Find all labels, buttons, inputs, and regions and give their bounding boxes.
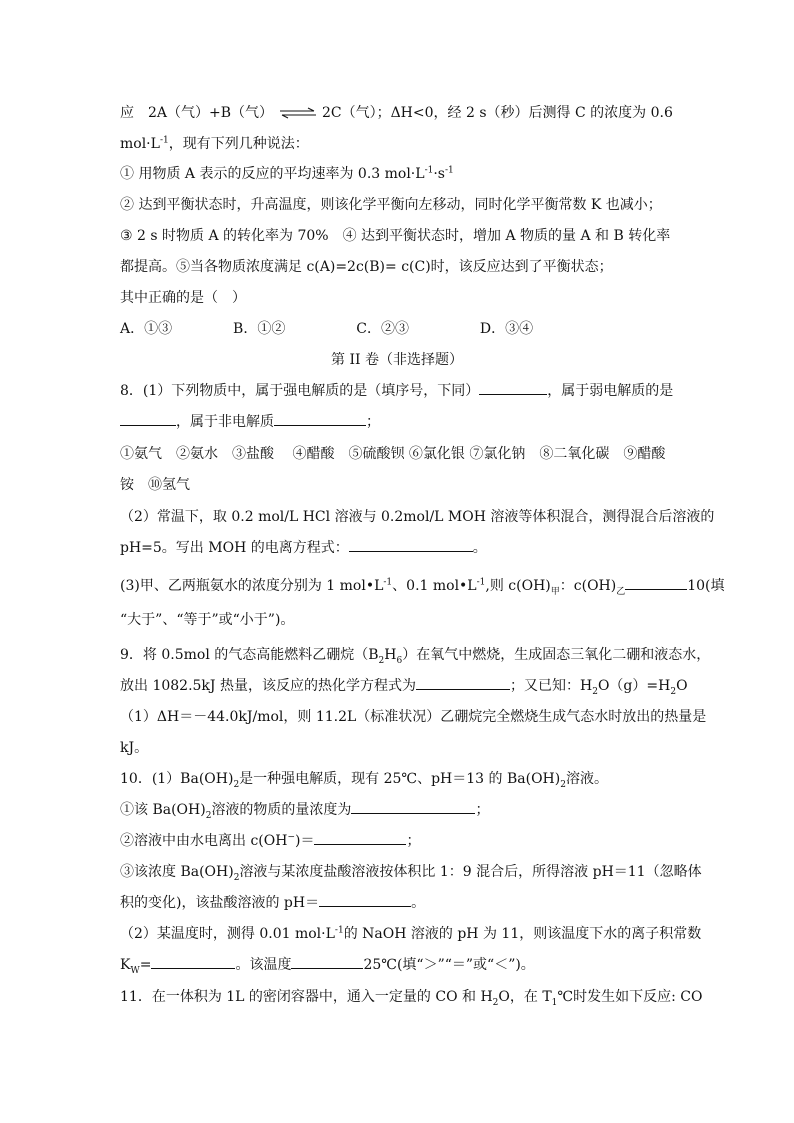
q7-statement-2: ② 达到平衡状态时，升高温度，则该化学平衡向左移动，同时化学平衡常数 K 也减小； xyxy=(120,197,662,213)
option-b[interactable]: B．①② xyxy=(233,321,286,337)
q10-line-5: 积的变化)，该盐酸溶液的 pH＝ 。 xyxy=(120,895,426,911)
q7-statement-4: 都提高。⑤当各物质浓度满足 c(A)=2c(B)= c(C)时，该反应达到了平衡状态； xyxy=(120,259,613,275)
q9-line-3: （1）ΔH＝－44.0kJ/mol，则 11.2L（标准状况）乙硼烷完全燃烧生成气态水时放出的热量是 xyxy=(120,709,707,725)
q11-line-1: 11．在一体积为 1L 的密闭容器中，通入一定量的 CO 和 $H_2O$，在 $T_1℃$时发生如下反应: CO xyxy=(120,989,703,1008)
answer-blank[interactable] xyxy=(274,412,366,426)
answer-blank[interactable] xyxy=(151,955,235,969)
q10-line-6: （2）某温度时，测得 0.01 $mol\cdot L^{-1}$的 NaOH 溶液的 pH 为 11，则该温度下水的离子积常数 xyxy=(120,925,702,942)
answer-blank[interactable] xyxy=(314,831,406,845)
answer-blank[interactable] xyxy=(351,800,475,814)
q10-line-2: ①该 $Ba(OH)_2$溶液的物质的量浓度为 ； xyxy=(120,802,490,821)
answer-blank[interactable] xyxy=(479,381,547,395)
q7-options xyxy=(120,319,680,339)
q10-line-4: ③该浓度 $Ba(OH)_2$溶液与某浓度盐酸溶液按体积比 1：9 混合后，所得溶液 pH＝11（忽略体 xyxy=(120,864,702,883)
option-d[interactable]: D．③④ xyxy=(479,321,534,337)
q8-line-3: ①氨气 ②氨水 ③盐酸 ④醋酸 ⑤硫酸钡 ⑥氯化银 ⑦氯化钠 ⑧二氧化碳 ⑨醋酸 xyxy=(120,446,666,462)
option-c[interactable]: C．②③ xyxy=(356,321,409,337)
q10-line-3: ②溶液中由水电离出 c(OH−)＝ ； xyxy=(120,832,421,849)
answer-blank[interactable] xyxy=(416,676,510,690)
q8-line-1: 8．(1）下列物质中，属于强电解质的是（填序号，下同） ，属于弱电解质的是 xyxy=(120,383,674,399)
q8-line-4: 铵 ⑩氢气 xyxy=(120,477,190,493)
q9-line-1: 9．将 0.5mol 的气态高能燃料乙硼烷$(B_2H_6)$在氧气中燃烧，生成固态三氧化二硼和液态水， xyxy=(120,647,711,666)
q8-line-5: （2）常温下，取 0.2 mol/L HCl 溶液与 0.2mol/L MOH 溶液等体积混合，测得混合后溶液的 xyxy=(120,509,715,525)
q7-line-2: $mol\cdot L^{-1}$，现有下列几种说法： xyxy=(120,135,309,152)
q7-statement-3: ③ 2 s 时物质 A 的转化率为 70% ④ 达到平衡状态时，增加 A 物质的量 A 和 B 转化率 xyxy=(120,228,671,244)
q7-statement-1: ① 用物质 A 表示的反应的平均速率为 0.3 $mol\cdot L^{-1}\cdot s^{-1}$ xyxy=(120,165,454,182)
q9-line-2: 放出 1082.5kJ 热量，该反应的热化学方程式为 ；又已知：$H_2O(g)=H_2O$ xyxy=(120,678,688,697)
q10-line-7: $K_W=$ 。该温度 25℃(填“＞”“＝”或“＜”)。 xyxy=(120,957,535,976)
option-a[interactable]: A．①③ xyxy=(120,321,173,337)
answer-blank[interactable] xyxy=(625,576,687,590)
answer-blank[interactable] xyxy=(291,955,363,969)
section-heading: 第 II 卷（非选择题） xyxy=(331,352,463,368)
q7-question: 其中正确的是（ ） xyxy=(120,290,246,306)
answer-blank[interactable] xyxy=(319,893,411,907)
q8-line-7: (3)甲、乙两瓶氨水的浓度分别为 1 $mol•L^{-1}$、0.1 $mol•L^{-1}$,则 $c(OH)_甲$：$c(OH)_乙$ 10(填 xyxy=(120,577,725,597)
q8-line-6: pH=5。写出 MOH 的电离方程式： 。 xyxy=(120,540,487,556)
q9-line-4: kJ。 xyxy=(120,740,149,756)
answer-blank[interactable] xyxy=(120,412,176,426)
q10-line-1: 10．$(1)Ba(OH)_2$是一种强电解质，现有 25℃、pH＝13 的 $Ba(OH)_2$溶液。 xyxy=(120,771,608,790)
answer-blank[interactable] xyxy=(349,538,473,552)
q7-reaction-text: 应 2A（气）+B（气） xyxy=(120,105,274,121)
q7-line-1: 应 2A（气）+B（气） 2C（气）；ΔH<0，经 2 s（秒）后测得 C 的浓度为 0.6 xyxy=(120,105,673,121)
equilibrium-arrow-icon xyxy=(278,107,318,119)
q8-line-8: “大于”、“等于”或“小于”)。 xyxy=(120,612,295,628)
q8-line-2: ，属于非电解质 ； xyxy=(120,412,680,432)
